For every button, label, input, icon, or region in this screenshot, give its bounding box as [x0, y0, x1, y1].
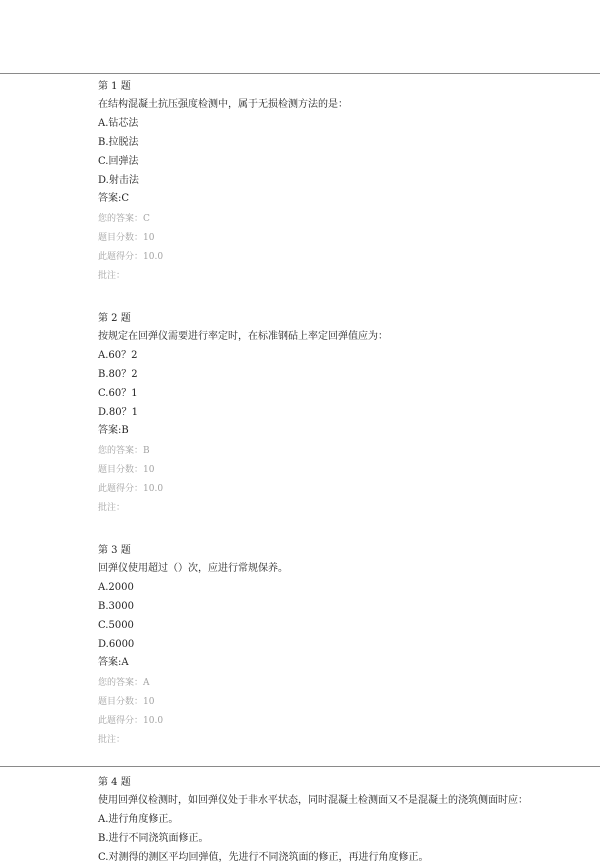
question-text: 回弹仪使用超过（）次，应进行常规保养。 — [98, 563, 288, 574]
option-c: C.5000 — [98, 620, 134, 631]
earned-score: 此题得分：10.0 — [98, 484, 164, 494]
question-3 — [98, 543, 568, 747]
option-a: A.进行角度修正。 — [98, 814, 179, 825]
option-d: D.射击法 — [98, 175, 139, 186]
question-list — [98, 79, 568, 866]
your-answer: 您的答案：C — [98, 214, 150, 224]
option-a: A.2000 — [98, 582, 134, 593]
earned-score: 此题得分：10.0 — [98, 716, 164, 726]
question-4 — [98, 775, 568, 866]
correct-answer: 答案:C — [98, 193, 130, 204]
question-number: 第 4 题 — [98, 777, 131, 788]
earned-score: 此题得分：10.0 — [98, 252, 164, 262]
option-b: B.80？2 — [98, 369, 138, 380]
your-answer: 您的答案：A — [98, 678, 150, 688]
question-text: 按规定在回弹仪需要进行率定时，在标准钢砧上率定回弹值应为： — [98, 331, 388, 342]
top-divider — [0, 73, 600, 74]
annotation-note: 批注： — [98, 271, 126, 281]
question-score: 题目分数：10 — [98, 233, 155, 243]
your-answer: 您的答案：B — [98, 446, 150, 456]
question-number: 第 3 题 — [98, 545, 131, 556]
option-c: C.60？1 — [98, 388, 138, 399]
option-d: D.80？1 — [98, 407, 138, 418]
option-a: A.钻芯法 — [98, 118, 139, 129]
question-1 — [98, 79, 568, 283]
option-c: C.回弹法 — [98, 156, 139, 167]
option-b: B.拉脱法 — [98, 137, 139, 148]
annotation-note: 批注： — [98, 735, 126, 745]
question-text: 使用回弹仪检测时，如回弹仪处于非水平状态，同时混凝土检测面又不是混凝土的浇筑侧面时应： — [98, 795, 528, 806]
question-2 — [98, 311, 568, 515]
option-a: A.60？2 — [98, 350, 138, 361]
question-number: 第 2 题 — [98, 313, 131, 324]
annotation-note: 批注： — [98, 503, 126, 513]
bottom-divider — [0, 766, 600, 767]
question-score: 题目分数：10 — [98, 697, 155, 707]
correct-answer: 答案:A — [98, 657, 129, 668]
option-b: B.进行不同浇筑面修正。 — [98, 833, 209, 844]
correct-answer: 答案:B — [98, 425, 129, 436]
option-d: D.6000 — [98, 639, 135, 650]
option-c: C.对测得的测区平均回弹值，先进行不同浇筑面的修正，再进行角度修正。 — [98, 852, 429, 863]
question-score: 题目分数：10 — [98, 465, 155, 475]
option-b: B.3000 — [98, 601, 134, 612]
question-text: 在结构混凝土抗压强度检测中，属于无损检测方法的是： — [98, 99, 348, 110]
question-number: 第 1 题 — [98, 81, 131, 92]
